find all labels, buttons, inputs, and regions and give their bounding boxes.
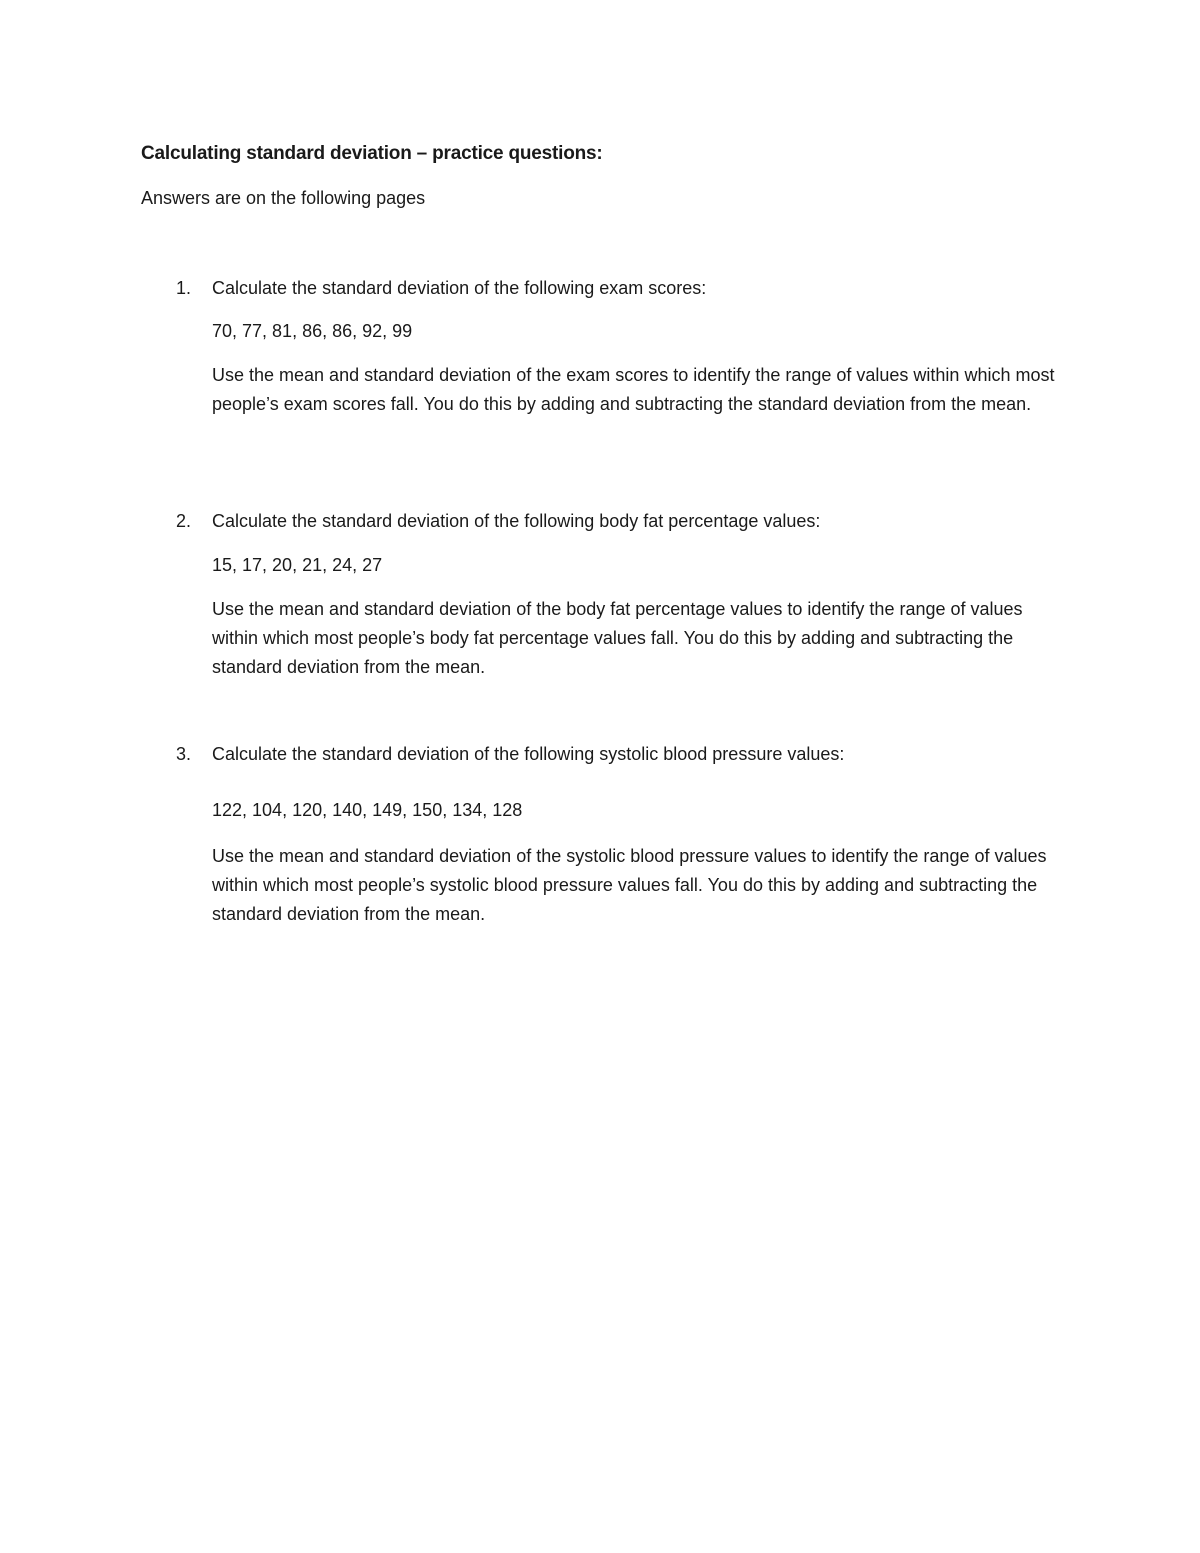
page-title: Calculating standard deviation – practice questions: — [141, 143, 603, 164]
page-subtitle: Answers are on the following pages — [141, 188, 426, 208]
question-values: 15, 17, 20, 21, 24, 27 — [212, 555, 383, 575]
question-instruction: Use the mean and standard deviation of the body fat percentage values to identify the range of values within which most people’s body fat percentage values fall. You do this by adding and subtracting the standard deviation from the mean. — [212, 599, 1023, 677]
question-number: 3. — [176, 744, 192, 764]
question-number: 2. — [176, 511, 192, 531]
question-prompt: Calculate the standard deviation of the following body fat percentage values: — [212, 511, 821, 531]
question-values: 122, 104, 120, 140, 149, 150, 134, 128 — [212, 800, 523, 820]
question-prompt: Calculate the standard deviation of the following exam scores: — [212, 278, 707, 298]
question-instruction: Use the mean and standard deviation of the exam scores to identify the range of values within which most people’s exam scores fall. You do this by adding and subtracting the standard deviation from the mean. — [212, 365, 1055, 414]
question-number: 1. — [176, 278, 192, 298]
question-values: 70, 77, 81, 86, 86, 92, 99 — [212, 321, 413, 341]
question-instruction: Use the mean and standard deviation of the systolic blood pressure values to identify the range of values within which most people’s systolic blood pressure values fall. You do this by adding and subtracting the standard deviation from the mean. — [212, 846, 1047, 924]
question-prompt: Calculate the standard deviation of the following systolic blood pressure values: — [212, 744, 845, 764]
